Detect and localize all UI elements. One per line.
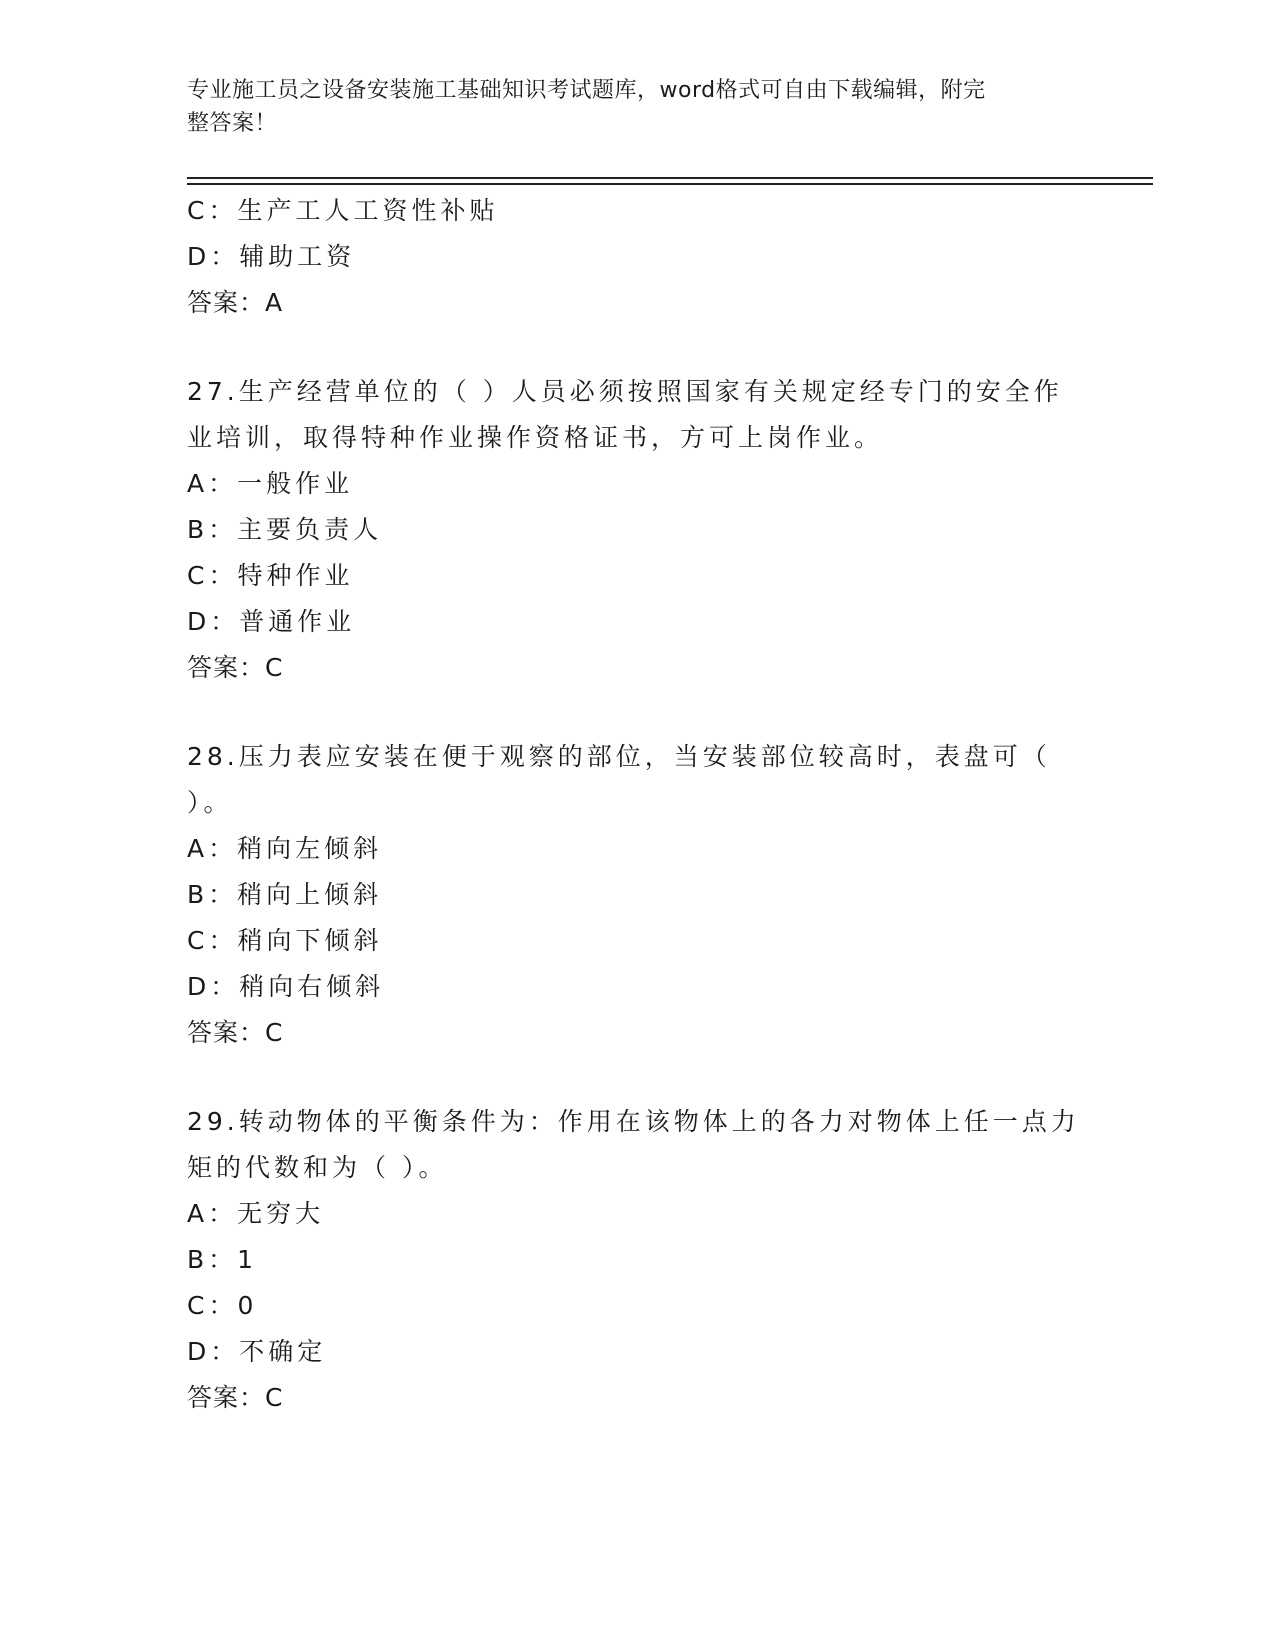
header-divider-top	[187, 177, 1153, 179]
answer-line: 答案：C	[187, 1018, 284, 1047]
option-d: D：不确定	[187, 1337, 327, 1366]
question-stem-line: 29.转动物体的平衡条件为：作用在该物体上的各力对物体上任一点力	[187, 1107, 1080, 1136]
answer-line: 答案：A	[187, 288, 284, 317]
question-block-28	[187, 734, 1087, 1056]
question-block-26-tail	[187, 188, 1087, 326]
option-c: C：特种作业	[187, 561, 354, 590]
question-stem-line: 27.生产经营单位的（ ）人员必须按照国家有关规定经专门的安全作	[187, 377, 1063, 406]
header-line-1: 专业施工员之设备安装施工基础知识考试题库，word格式可自由下载编辑，附完	[187, 78, 986, 103]
option-b: B：主要负责人	[187, 515, 383, 544]
question-stem-line: 矩的代数和为（ ）。	[187, 1153, 448, 1182]
option-d: D：辅助工资	[187, 242, 356, 271]
header-line-2: 整答案！	[187, 111, 278, 136]
option-c: C：稍向下倾斜	[187, 926, 383, 955]
option-b: B：稍向上倾斜	[187, 880, 383, 909]
answer-line: 答案：C	[187, 653, 284, 682]
option-c: C：生产工人工资性补贴	[187, 196, 499, 225]
header-divider-bottom	[187, 183, 1153, 185]
document-header	[187, 74, 1067, 140]
option-a: A：稍向左倾斜	[187, 834, 383, 863]
option-a: A：无穷大	[187, 1199, 325, 1228]
option-b: B：1	[187, 1245, 258, 1274]
question-stem-line: 业培训，取得特种作业操作资格证书，方可上岗作业。	[187, 423, 884, 452]
question-stem-line: 28.压力表应安装在便于观察的部位，当安装部位较高时，表盘可（	[187, 742, 1051, 771]
option-c: C：0	[187, 1291, 258, 1320]
answer-line: 答案：C	[187, 1383, 284, 1412]
question-stem-line: ）。	[187, 788, 233, 817]
option-d: D：普通作业	[187, 607, 356, 636]
document-body	[187, 188, 1087, 1421]
option-d: D：稍向右倾斜	[187, 972, 385, 1001]
option-a: A：一般作业	[187, 469, 354, 498]
question-block-29	[187, 1099, 1087, 1421]
question-block-27	[187, 369, 1087, 691]
